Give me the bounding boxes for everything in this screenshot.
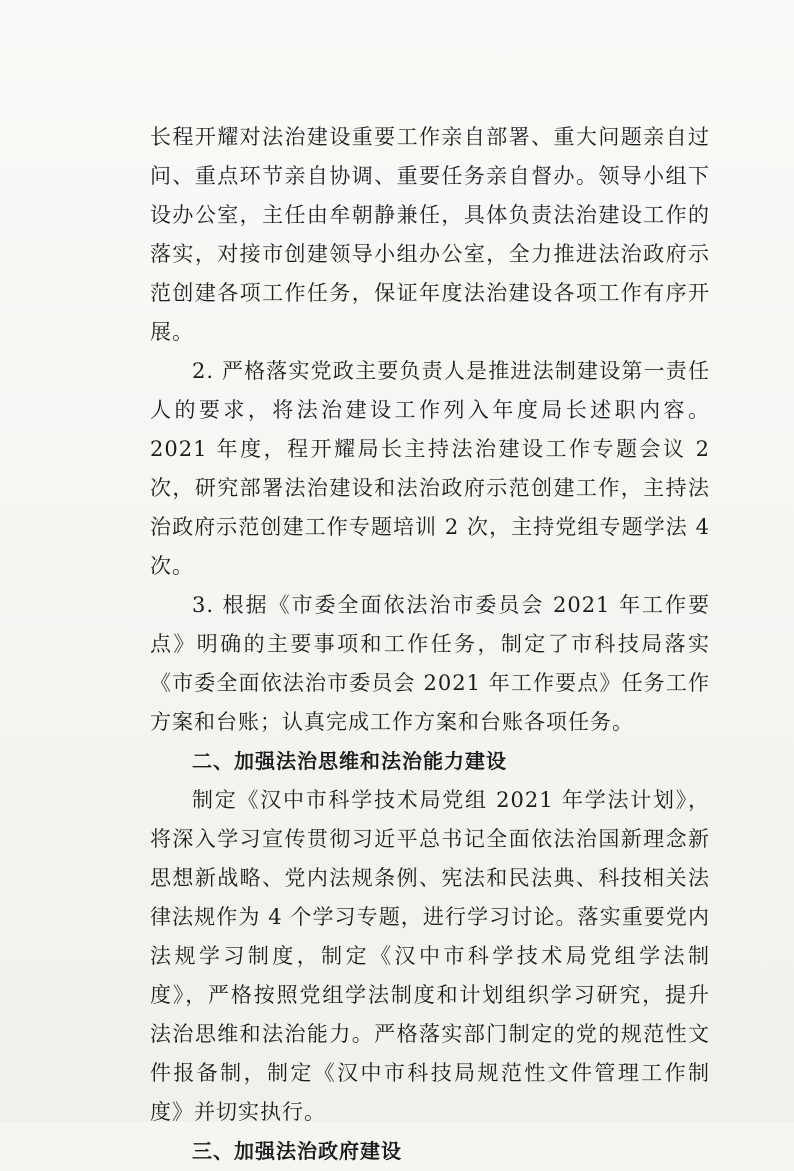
document-body	[150, 118, 710, 1171]
paragraph-item-3: 3. 根据《市委全面依法治市委员会 2021 年工作要点》明确的主要事项和工作任务，制定了市科技局落实《市委全面依法治市委员会 2021 年工作要点》任务工作方案和台账；认真完成工作方案和台账各项任务。	[150, 593, 710, 734]
paragraph-legal-thinking: 制定《汉中市科学技术局党组 2021 年学法计划》，将深入学习宣传贯彻习近平总书记全面依法治国新理念新思想新战略、党内法规条例、宪法和民法典、科技相关法律法规作为 4 个学习专题，进行学习讨论。落实重要党内法规学习制度，制定《汉中市科学技术局党组学法制度》，严格按照党组学法制度和计划组织学习研究，提升法治思维和法治能力。严格落实部门制定的党的规范性文件报备制，制定《汉中市科技局规范性文件管理工作制度》并切实执行。	[150, 788, 710, 1124]
paragraph-leadership-group: 长程开耀对法治建设重要工作亲自部署、重大问题亲自过问、重点环节亲自协调、重要任务亲自督办。领导小组下设办公室，主任由牟朝静兼任，具体负责法治建设工作的落实，对接市创建领导小组办公室，全力推进法治政府示范创建各项工作任务，保证年度法治建设各项工作有序开展。	[150, 125, 710, 344]
section-heading-3: 三、加强法治政府建设	[192, 1139, 402, 1163]
section-heading-2: 二、加强法治思维和法治能力建设	[192, 749, 507, 773]
paragraph-item-2: 2. 严格落实党政主要负责人是推进法制建设第一责任人的要求，将法治建设工作列入年度局长述职内容。2021 年度，程开耀局长主持法治建设工作专题会议 2 次，研究部署法治建设和法治政府示范创建工作，主持法治政府示范创建工作专题培训 2 次，主持党组专题学法 4 次。	[150, 359, 710, 578]
